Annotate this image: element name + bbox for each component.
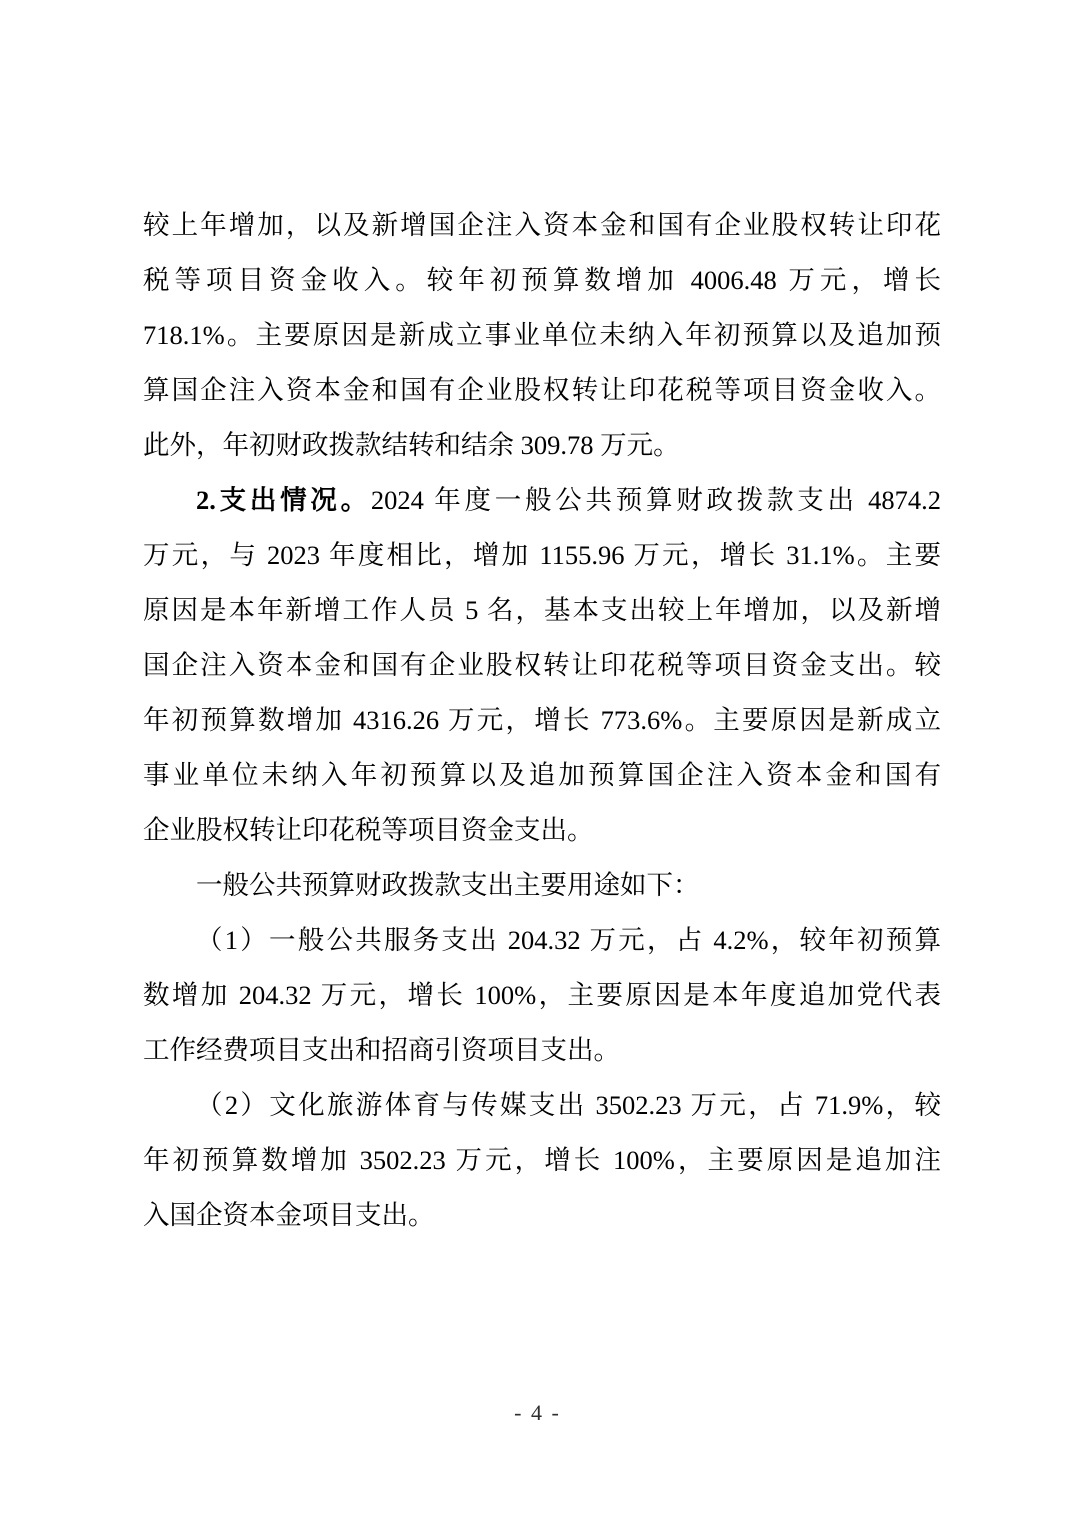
text-line: 企业股权转让印花税等项目资金支出。 [143, 815, 594, 845]
text-line: 原因是本年新增工作人员 5 名，基本支出较上年增加，以及新增 [143, 595, 941, 625]
text-line [143, 473, 941, 528]
paragraph-item-2 [143, 1078, 941, 1243]
text-line: 年初预算数增加 3502.23 万元，增长 100%，主要原因是追加注 [143, 1145, 941, 1175]
bold-lead: 2.支出情况。 [196, 485, 371, 515]
text-line: 税等项目资金收入。较年初预算数增加 4006.48 万元，增长 [143, 265, 941, 295]
text-line: 算国企注入资本金和国有企业股权转让印花税等项目资金收入。 [143, 375, 941, 405]
text-line: （1）一般公共服务支出 204.32 万元，占 4.2%，较年初预算 [196, 925, 941, 955]
paragraph-usage-intro [143, 858, 941, 913]
paragraph-expenditure [143, 473, 941, 858]
text-line: 年初预算数增加 4316.26 万元，增长 773.6%。主要原因是新成立 [143, 705, 941, 735]
text-line: 较上年增加，以及新增国企注入资本金和国有企业股权转让印花 [143, 210, 941, 240]
paragraph-continuation [143, 198, 941, 473]
text-line: 718.1%。主要原因是新成立事业单位未纳入年初预算以及追加预 [143, 320, 941, 350]
text-line: 入国企资本金项目支出。 [143, 1200, 435, 1230]
text-line: 此外，年初财政拨款结转和结余 309.78 万元。 [143, 430, 680, 460]
page-content [143, 198, 941, 1243]
text-line: 一般公共预算财政拨款支出主要用途如下： [196, 870, 700, 900]
text-line: 事业单位未纳入年初预算以及追加预算国企注入资本金和国有 [143, 760, 941, 790]
text-line: 工作经费项目支出和招商引资项目支出。 [143, 1035, 620, 1065]
text-line: 国企注入资本金和国有企业股权转让印花税等项目资金支出。较 [143, 650, 941, 680]
lead-rest: 2024 年度一般公共预算财政拨款支出 4874.2 [370, 485, 941, 515]
page-number: - 4 - [514, 1400, 561, 1425]
text-line: 万元，与 2023 年度相比，增加 1155.96 万元，增长 31.1%。主要 [143, 540, 941, 570]
paragraph-item-1 [143, 913, 941, 1078]
text-line: 数增加 204.32 万元，增长 100%，主要原因是本年度追加党代表 [143, 980, 941, 1010]
page-footer [0, 1398, 1075, 1428]
text-line: （2）文化旅游体育与传媒支出 3502.23 万元，占 71.9%，较 [196, 1090, 941, 1120]
